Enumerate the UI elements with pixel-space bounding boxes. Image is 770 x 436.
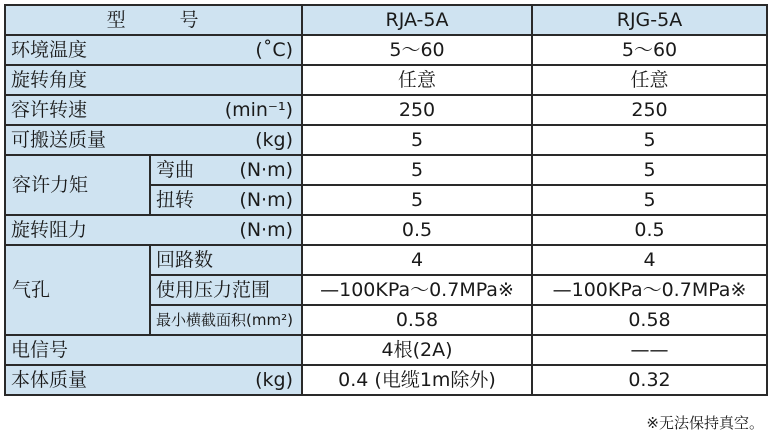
row-unit: (min⁻¹) bbox=[224, 98, 293, 121]
table-row bbox=[5, 155, 767, 185]
row-label: 环境温度 bbox=[11, 38, 88, 61]
sub-label: 使用压力范围 bbox=[156, 278, 271, 301]
row-unit: (˚C) bbox=[255, 38, 293, 61]
cell-value: 5 bbox=[302, 185, 532, 215]
row-unit: (kg) bbox=[255, 368, 293, 391]
cell-value: 5～60 bbox=[302, 35, 532, 65]
table-row bbox=[5, 335, 767, 365]
cell-value: 4 bbox=[532, 245, 767, 275]
table-row bbox=[5, 215, 767, 245]
cell-value: 5 bbox=[532, 155, 767, 185]
table-row bbox=[5, 65, 767, 95]
cell-value: 4 bbox=[302, 245, 532, 275]
row-label: 可搬送质量 bbox=[11, 128, 107, 151]
row-label: 容许转速 bbox=[11, 98, 88, 121]
row-label: 本体质量 bbox=[11, 368, 88, 391]
table-row bbox=[5, 365, 767, 395]
cell-value: 5～60 bbox=[532, 35, 767, 65]
cell-value: —100KPa～0.7MPa※ bbox=[302, 275, 532, 305]
row-label: 电信号 bbox=[11, 338, 69, 361]
row-group-label: 气孔 bbox=[5, 245, 150, 335]
table-row bbox=[5, 95, 767, 125]
table-row bbox=[5, 125, 767, 155]
cell-value: 任意 bbox=[532, 65, 767, 95]
cell-value: 0.58 bbox=[302, 305, 532, 335]
cell-value: —— bbox=[532, 335, 767, 365]
sub-label: 扭转 bbox=[156, 188, 195, 211]
cell-value: 5 bbox=[302, 125, 532, 155]
cell-value: —100KPa～0.7MPa※ bbox=[532, 275, 767, 305]
cell-value: 250 bbox=[302, 95, 532, 125]
row-label: 旋转角度 bbox=[11, 68, 88, 91]
cell-value: 0.4 (电缆1m除外) bbox=[302, 365, 532, 395]
sub-label: 回路数 bbox=[156, 248, 214, 271]
sub-label: 弯曲 bbox=[156, 158, 195, 181]
row-unit: (kg) bbox=[255, 128, 293, 151]
cell-value: 5 bbox=[532, 185, 767, 215]
cell-value: 4根(2A) bbox=[302, 335, 532, 365]
cell-value: 0.58 bbox=[532, 305, 767, 335]
table-row bbox=[5, 245, 767, 275]
cell-value: 5 bbox=[532, 125, 767, 155]
header-label-a: 型 bbox=[106, 8, 128, 31]
footnote: ※无法保持真空。 bbox=[646, 414, 764, 432]
table-header-row bbox=[5, 5, 767, 35]
model-2-header: RJG-5A bbox=[532, 5, 767, 35]
row-unit: (N·m) bbox=[239, 218, 293, 241]
model-header bbox=[5, 5, 302, 35]
table-row bbox=[5, 35, 767, 65]
row-label: 旋转阻力 bbox=[11, 218, 88, 241]
cell-value: 250 bbox=[532, 95, 767, 125]
header-label-b: 号 bbox=[179, 8, 201, 31]
row-unit: (N·m) bbox=[239, 158, 293, 181]
row-group-label: 容许力矩 bbox=[5, 155, 150, 215]
model-1-header: RJA-5A bbox=[302, 5, 532, 35]
cell-value: 0.5 bbox=[532, 215, 767, 245]
cell-value: 0.32 bbox=[532, 365, 767, 395]
sub-label: 最小横截面积(mm²) bbox=[156, 310, 293, 329]
cell-value: 任意 bbox=[302, 65, 532, 95]
spec-table bbox=[4, 4, 768, 396]
cell-value: 0.5 bbox=[302, 215, 532, 245]
cell-value: 5 bbox=[302, 155, 532, 185]
row-unit: (N·m) bbox=[239, 188, 293, 211]
